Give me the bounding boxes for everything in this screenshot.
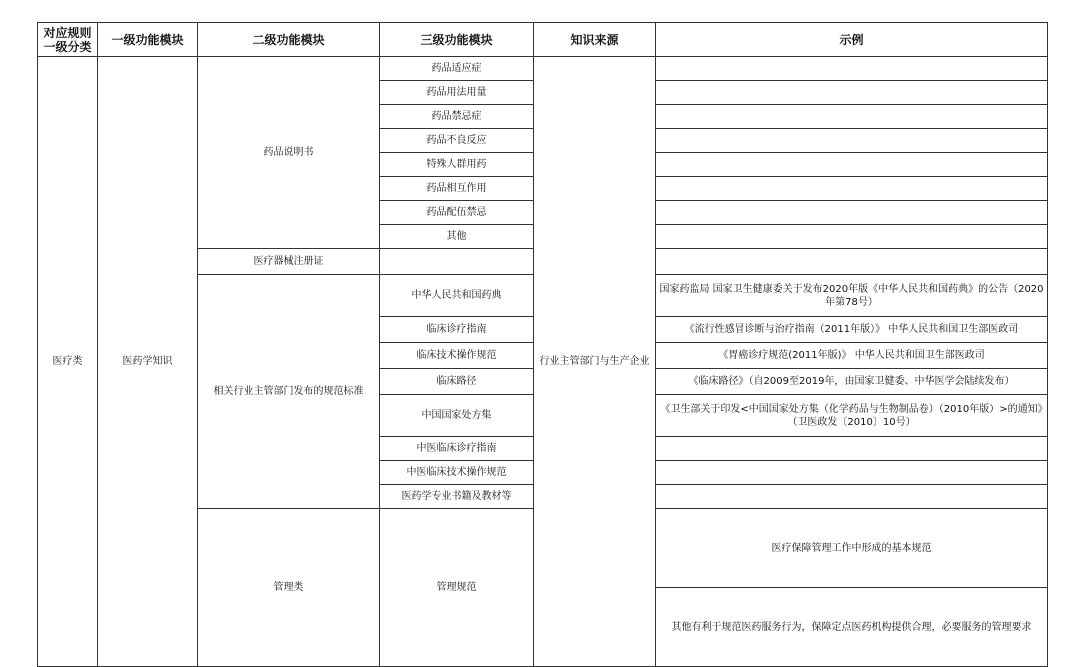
example-cell: [656, 249, 1048, 275]
level3-item: 药品配伍禁忌: [380, 201, 534, 225]
level2-device-registration: 医疗器械注册证: [198, 249, 380, 275]
level3-item: 药品不良反应: [380, 129, 534, 153]
category-medical: 医疗类: [38, 57, 98, 667]
header-level3: 三级功能模块: [380, 23, 534, 57]
level3-item: 药品用法用量: [380, 81, 534, 105]
level3-item: 其他: [380, 225, 534, 249]
header-level2: 二级功能模块: [198, 23, 380, 57]
level3-item: 临床路径: [380, 369, 534, 395]
category-management: 管理类: [198, 509, 380, 667]
example-cell: [656, 153, 1048, 177]
example-cell: [656, 177, 1048, 201]
level3-item: 特殊人群用药: [380, 153, 534, 177]
example-cell: [656, 485, 1048, 509]
level1-medical-knowledge: 医药学知识: [98, 57, 198, 667]
header-level1: 一级功能模块: [98, 23, 198, 57]
level3-item: 中华人民共和国药典: [380, 275, 534, 317]
header-row: [38, 23, 1048, 57]
level2-management-item: 其他有利于规范医药服务行为，保障定点医药机构提供合理，必要服务的管理要求: [656, 588, 1048, 667]
header-example: 示例: [656, 23, 1048, 57]
example-cell: 《胃癌诊疗规范(2011年版)》 中华人民共和国卫生部医政司: [656, 343, 1048, 369]
example-cell: 《临床路径》（自2009至2019年，由国家卫健委、中华医学会陆续发布）: [656, 369, 1048, 395]
level3-item: 中医临床技术操作规范: [380, 461, 534, 485]
example-cell: [656, 105, 1048, 129]
example-cell: [656, 129, 1048, 153]
level3-item: [380, 249, 534, 275]
example-cell: 《流行性感冒诊断与治疗指南（2011年版）》 中华人民共和国卫生部医政司: [656, 317, 1048, 343]
level3-item: 临床技术操作规范: [380, 343, 534, 369]
level3-item: 药品禁忌症: [380, 105, 534, 129]
table-row: [38, 57, 1048, 81]
example-cell: 《卫生部关于印发<中国国家处方集（化学药品与生物制品卷）（2010年版）>的通知》（卫医政发〔2010〕10号）: [656, 395, 1048, 437]
level3-item: 药品相互作用: [380, 177, 534, 201]
source-medical: 行业主管部门与生产企业: [534, 57, 656, 667]
header-source: 知识来源: [534, 23, 656, 57]
example-cell: [656, 437, 1048, 461]
example-cell: [656, 81, 1048, 105]
level3-item: 中医临床诊疗指南: [380, 437, 534, 461]
header-category: 对应规则一级分类: [38, 23, 98, 57]
level3-item: 医药学专业书籍及教材等: [380, 485, 534, 509]
example-cell: [656, 201, 1048, 225]
level3-item: 药品适应症: [380, 57, 534, 81]
level2-drug-label: 药品说明书: [198, 57, 380, 249]
example-cell: [656, 225, 1048, 249]
example-cell: 国家药监局 国家卫生健康委关于发布2020年版《中华人民共和国药典》的公告（2020年第78号）: [656, 275, 1048, 317]
level1-management: 管理规范: [380, 509, 534, 667]
level2-standards: 相关行业主管部门发布的规范标准: [198, 275, 380, 509]
level3-item: 临床诊疗指南: [380, 317, 534, 343]
level3-item: 中国国家处方集: [380, 395, 534, 437]
level2-management-item: 医疗保障管理工作中形成的基本规范: [656, 509, 1048, 588]
example-cell: [656, 57, 1048, 81]
knowledge-table: [37, 22, 1048, 667]
example-cell: [656, 461, 1048, 485]
